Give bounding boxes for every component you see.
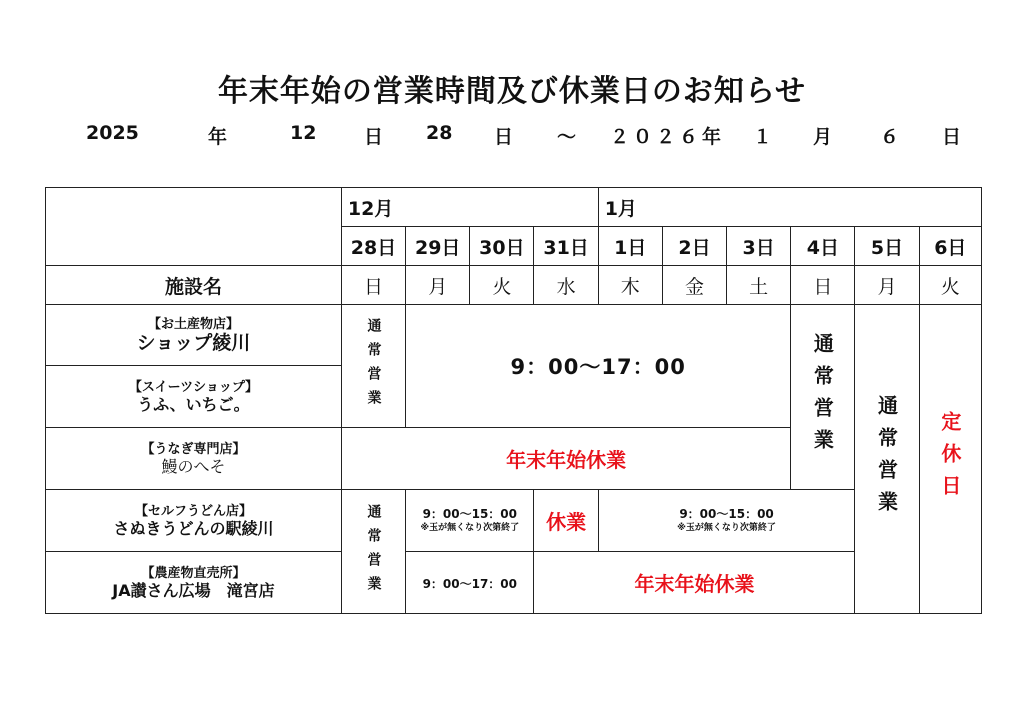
hours-cell bbox=[406, 552, 534, 614]
regular-business-cell bbox=[855, 305, 919, 614]
page-title: 年末年始の営業時間及び休業日のお知らせ bbox=[217, 74, 807, 109]
new-year-closed-cell bbox=[341, 428, 790, 490]
facility-cell bbox=[46, 428, 342, 490]
weekday-cell: 木 bbox=[598, 266, 662, 305]
regular-business-cell bbox=[341, 490, 405, 614]
end-month: １ bbox=[753, 126, 773, 148]
date-cell: 31日 bbox=[534, 227, 598, 266]
regular-business-cell bbox=[791, 305, 855, 490]
start-day-unit: 日 bbox=[494, 126, 514, 148]
start-month-unit: 日 bbox=[364, 126, 384, 148]
date-cell: 2日 bbox=[662, 227, 726, 266]
regular-business-label: 通常営業 bbox=[810, 333, 835, 461]
closed-label: 休業 bbox=[546, 510, 587, 534]
hours-label: 9：00～17：00 bbox=[422, 577, 518, 591]
facility-name: ショップ綾川 bbox=[136, 331, 251, 354]
end-day: ６ bbox=[880, 126, 900, 148]
facility-name: さぬきうどんの駅綾川 bbox=[113, 518, 274, 538]
new-year-closed-label: 年末年始休業 bbox=[634, 572, 755, 596]
regular-business-label: 通常営業 bbox=[874, 395, 899, 523]
date-cell: 1日 bbox=[598, 227, 662, 266]
end-year: ２０２６年 bbox=[610, 126, 726, 148]
facility-category: 【スイーツショップ】 bbox=[128, 379, 258, 395]
schedule-table bbox=[45, 187, 982, 614]
new-year-closed-label: 年末年始休業 bbox=[506, 448, 627, 472]
regular-business-cell bbox=[341, 305, 405, 428]
start-month: 12 bbox=[290, 122, 317, 144]
facility-category: 【農産物直売所】 bbox=[141, 565, 246, 581]
facility-name: うふ、いちご。 bbox=[137, 394, 250, 414]
weekday-cell: 火 bbox=[919, 266, 981, 305]
facility-cell bbox=[46, 305, 342, 366]
regular-business-label: 通常営業 bbox=[365, 318, 382, 414]
weekday-cell: 火 bbox=[470, 266, 534, 305]
month-january: 1月 bbox=[598, 188, 981, 227]
facility-name: JA讃さん広場 滝宮店 bbox=[112, 580, 275, 600]
new-year-closed-cell bbox=[534, 552, 855, 614]
regular-business-label: 通常営業 bbox=[365, 503, 382, 600]
date-cell: 6日 bbox=[919, 227, 981, 266]
weekday-cell: 日 bbox=[341, 266, 405, 305]
start-day: 28 bbox=[426, 122, 453, 144]
date-cell: 4日 bbox=[791, 227, 855, 266]
date-cell: 3日 bbox=[727, 227, 791, 266]
hours-label: 9：00～17：00 bbox=[510, 355, 686, 379]
end-day-unit: 日 bbox=[942, 126, 962, 148]
date-range bbox=[0, 122, 1024, 146]
start-year: 2025 bbox=[86, 122, 139, 144]
end-month-unit: 月 bbox=[813, 126, 833, 148]
date-cell: 28日 bbox=[341, 227, 405, 266]
hours-cell bbox=[406, 305, 791, 428]
regular-holiday-cell bbox=[919, 305, 981, 614]
facility-name: 鰻のへそ bbox=[161, 456, 226, 476]
date-cell: 30日 bbox=[470, 227, 534, 266]
blank-header-cell bbox=[46, 188, 342, 266]
hours-note: ※玉が無くなり次第終了 bbox=[677, 523, 776, 533]
weekday-cell: 金 bbox=[662, 266, 726, 305]
facility-cell bbox=[46, 490, 342, 552]
facility-category: 【うなぎ専門店】 bbox=[141, 441, 246, 457]
weekday-cell: 日 bbox=[791, 266, 855, 305]
start-year-unit: 年 bbox=[208, 126, 228, 148]
hours-cell bbox=[598, 490, 855, 552]
date-cell: 5日 bbox=[855, 227, 919, 266]
facility-cell bbox=[46, 552, 342, 614]
weekday-cell: 月 bbox=[855, 266, 919, 305]
hours-label: 9：00～15：00 bbox=[422, 507, 518, 521]
month-december: 12月 bbox=[341, 188, 598, 227]
date-cell: 29日 bbox=[406, 227, 470, 266]
weekday-cell: 水 bbox=[534, 266, 598, 305]
facility-category: 【セルフうどん店】 bbox=[134, 503, 252, 519]
hours-note: ※玉が無くなり次第終了 bbox=[420, 523, 520, 533]
weekday-cell: 土 bbox=[727, 266, 791, 305]
hours-cell bbox=[406, 490, 534, 552]
weekday-cell: 月 bbox=[406, 266, 470, 305]
closed-cell bbox=[534, 490, 598, 552]
facility-header: 施設名 bbox=[46, 266, 342, 305]
regular-holiday-label: 定休日 bbox=[937, 411, 962, 507]
facility-category: 【お土産物店】 bbox=[147, 316, 239, 332]
hours-label: 9：00～15：00 bbox=[679, 507, 774, 521]
facility-cell bbox=[46, 366, 342, 428]
date-separator: ～ bbox=[557, 126, 577, 148]
